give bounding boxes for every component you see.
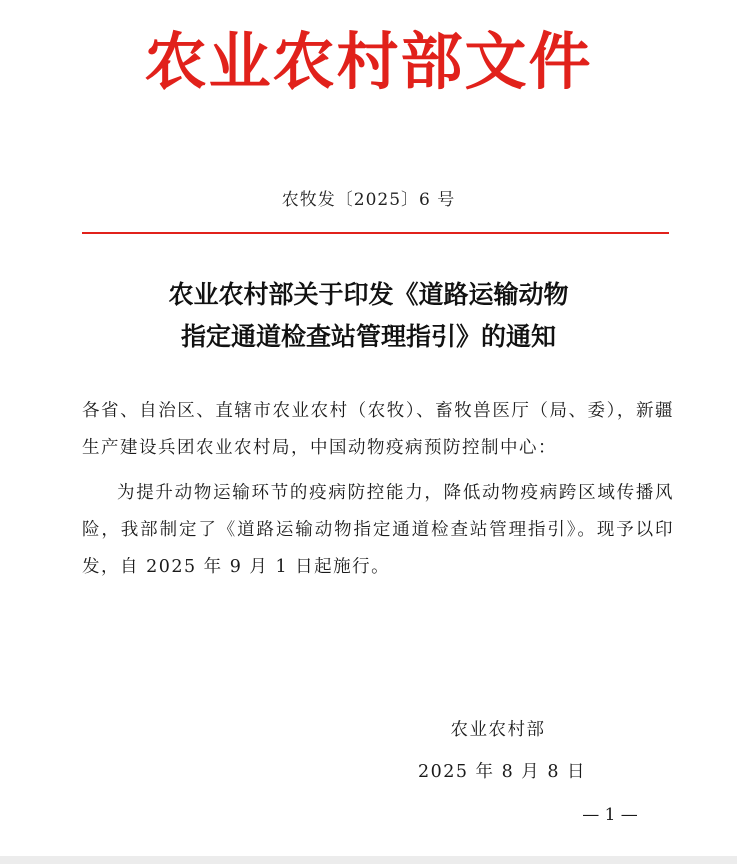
page-number: — 1 — xyxy=(582,805,638,825)
document-number: 农牧发〔2025〕6 号 xyxy=(281,190,456,210)
document-title-line-1: 农业农村部关于印发《道路运输动物 xyxy=(168,280,569,309)
page-bottom-edge xyxy=(0,856,737,864)
document-title-line-2: 指定通道检查站管理指引》的通知 xyxy=(180,322,556,351)
addressee-paragraph: 各省、自治区、直辖市农业农村（农牧）、畜牧兽医厅（局、委），新疆生产建设兵团农业农村局，中国动物疫病预防控制中心： xyxy=(82,401,674,458)
body-paragraph: 为提升动物运输环节的疫病防控能力，降低动物疫病跨区域传播风险，我部制定了《道路运输动物指定通道检查站管理指引》。现予以印发，自 2025 年 9 月 1 日起施行。 xyxy=(82,483,674,577)
signature-date: 2025 年 8 月 8 日 xyxy=(417,762,587,782)
red-separator-line xyxy=(82,232,669,234)
document-masthead: 农业农村部文件 xyxy=(144,25,593,98)
signature-organization: 农业农村部 xyxy=(450,720,546,740)
